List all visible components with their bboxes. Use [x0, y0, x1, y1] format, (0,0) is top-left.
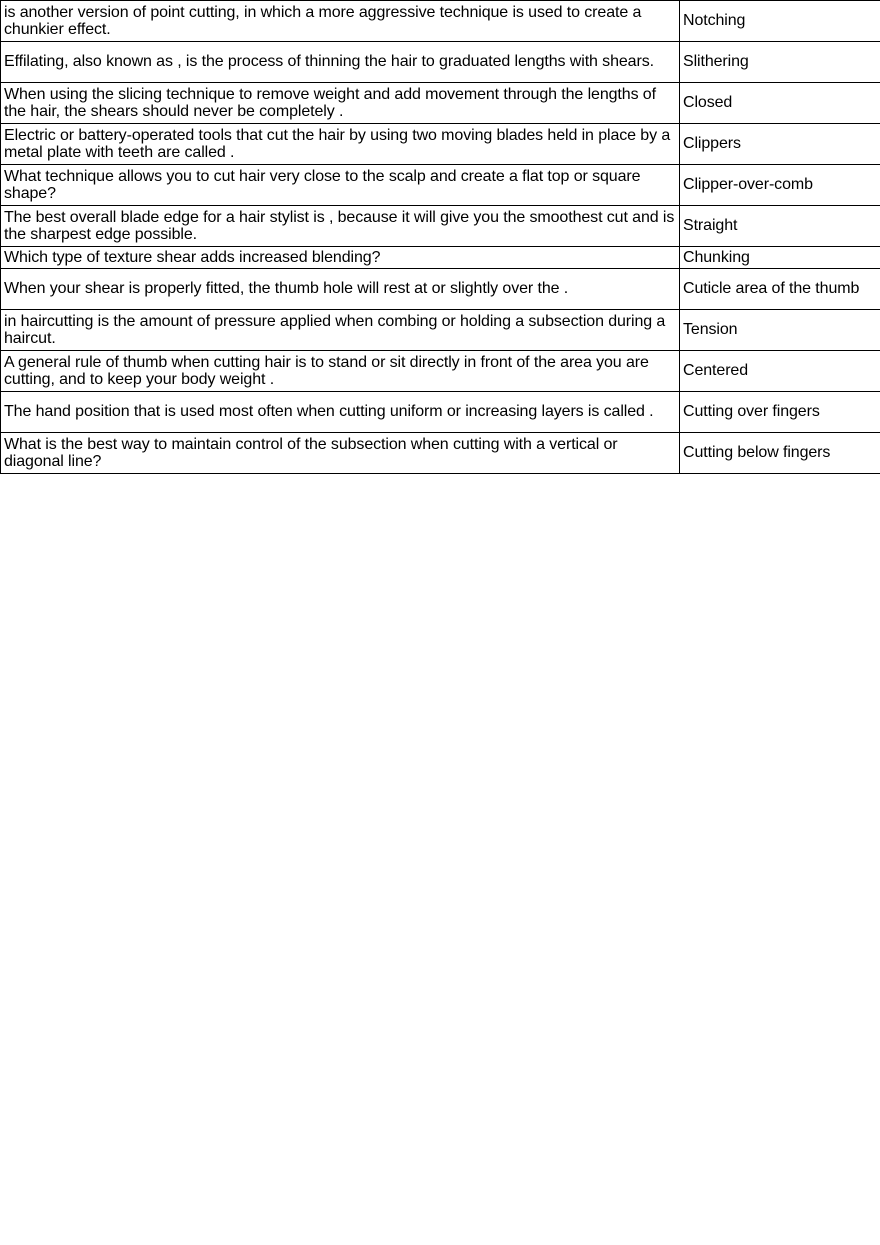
definition-cell: Slithering	[680, 42, 880, 83]
table-row	[1, 165, 880, 206]
term-cell: is another version of point cutting, in which a more aggressive technique is used to create a chunkier effect.	[1, 1, 680, 42]
definition-cell: Chunking	[680, 247, 880, 269]
table-row	[1, 42, 880, 83]
table-row	[1, 269, 880, 310]
term-cell: When your shear is properly fitted, the thumb hole will rest at or slightly over the .	[1, 269, 680, 310]
term-cell: Electric or battery-operated tools that cut the hair by using two moving blades held in place by a metal plate with teeth are called .	[1, 124, 680, 165]
table-row	[1, 310, 880, 351]
table-row	[1, 247, 880, 269]
definition-cell: Centered	[680, 351, 880, 392]
definition-cell: Cutting below fingers	[680, 433, 880, 474]
table-row	[1, 392, 880, 433]
term-cell: in haircutting is the amount of pressure applied when combing or holding a subsection during a haircut.	[1, 310, 680, 351]
term-cell: The best overall blade edge for a hair stylist is , because it will give you the smoothest cut and is the sharpest edge possible.	[1, 206, 680, 247]
flashcard-table	[0, 0, 880, 474]
table-row	[1, 83, 880, 124]
table-row	[1, 351, 880, 392]
definition-cell: Clipper-over-comb	[680, 165, 880, 206]
definition-cell: Tension	[680, 310, 880, 351]
definition-cell: Notching	[680, 1, 880, 42]
term-cell: The hand position that is used most often when cutting uniform or increasing layers is called .	[1, 392, 680, 433]
definition-cell: Straight	[680, 206, 880, 247]
term-cell: A general rule of thumb when cutting hair is to stand or sit directly in front of the area you are cutting, and to keep your body weight .	[1, 351, 680, 392]
definition-cell: Closed	[680, 83, 880, 124]
term-cell: What technique allows you to cut hair very close to the scalp and create a flat top or square shape?	[1, 165, 680, 206]
table-row	[1, 1, 880, 42]
table-row	[1, 206, 880, 247]
table-row	[1, 124, 880, 165]
definition-cell: Clippers	[680, 124, 880, 165]
definition-cell: Cuticle area of the thumb	[680, 269, 880, 310]
term-cell: When using the slicing technique to remove weight and add movement through the lengths of the hair, the shears should never be completely .	[1, 83, 680, 124]
table-row	[1, 433, 880, 474]
term-cell: What is the best way to maintain control of the subsection when cutting with a vertical or diagonal line?	[1, 433, 680, 474]
definition-cell: Cutting over fingers	[680, 392, 880, 433]
term-cell: Effilating, also known as , is the process of thinning the hair to graduated lengths with shears.	[1, 42, 680, 83]
term-cell: Which type of texture shear adds increased blending?	[1, 247, 680, 269]
